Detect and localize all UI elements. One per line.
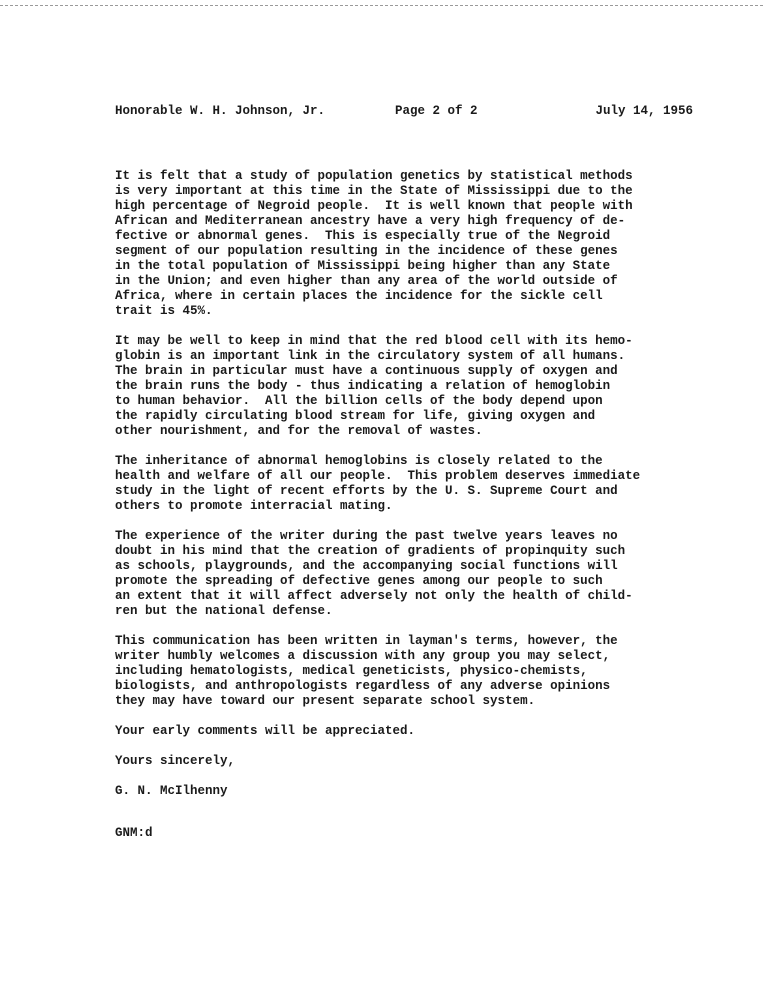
page-number: Page 2 of 2 [395,104,478,118]
page-top-edge-rule [0,5,763,6]
letter-header [115,104,695,120]
letter-date: July 14, 1956 [595,104,693,118]
signature-name: G. N. McIlhenny [115,784,228,798]
valediction: Yours sincerely, [115,754,236,768]
body-paragraph-experience: The experience of the writer during the past twelve years leaves no doubt in his mind that the creation of gradients of propinquity such as schools, playgrounds, and the accompanying social functions will promote the spreading of defective genes among our people to such an extent that it will affect adversely not only the health of child- ren but the national defense. [115,529,633,618]
body-paragraph-hemoglobin: It may be well to keep in mind that the red blood cell with its hemo- globin is an important link in the circulatory system of all humans. The brain in particular must have a continuous supply of oxygen and the brain runs the body - thus indicating a relation of hemoglobin to human behavior. All the billion cells of the body depend upon the rapidly circulating blood stream for life, giving oxygen and other nourishment, and for the removal of wastes. [115,334,633,438]
typist-initials: GNM:d [115,826,153,840]
body-paragraph-genetics-study: It is felt that a study of population genetics by statistical methods is very important at this time in the State of Mississippi due to the high percentage of Negroid people. It is well known that people with African and Mediterranean ancestry have a very high frequency of de- fective or abnormal genes. This is especially true of the Negroid segment of our population resulting in the incidence of these genes in the total population of Mississippi being higher than any State in the Union; and even higher than any area of the world outside of Africa, where in certain places the incidence for the sickle cell trait is 45%. [115,169,633,318]
addressee: Honorable W. H. Johnson, Jr. [115,104,326,118]
body-paragraph-inheritance: The inheritance of abnormal hemoglobins is closely related to the health and welfare of all our people. This problem deserves immediate study in the light of recent efforts by the U. S. Supreme Court and others to promote interracial mating. [115,454,641,513]
letter-page [115,104,695,841]
body-paragraph-communication: This communication has been written in layman's terms, however, the writer humbly welcomes a discussion with any group you may select, including hematologists, medical geneticists, physico-chemists, biologists, and anthropologists regardless of any adverse opinions they may have toward our present separate school system. [115,634,618,708]
body-paragraph-comments: Your early comments will be appreciated. [115,724,416,738]
